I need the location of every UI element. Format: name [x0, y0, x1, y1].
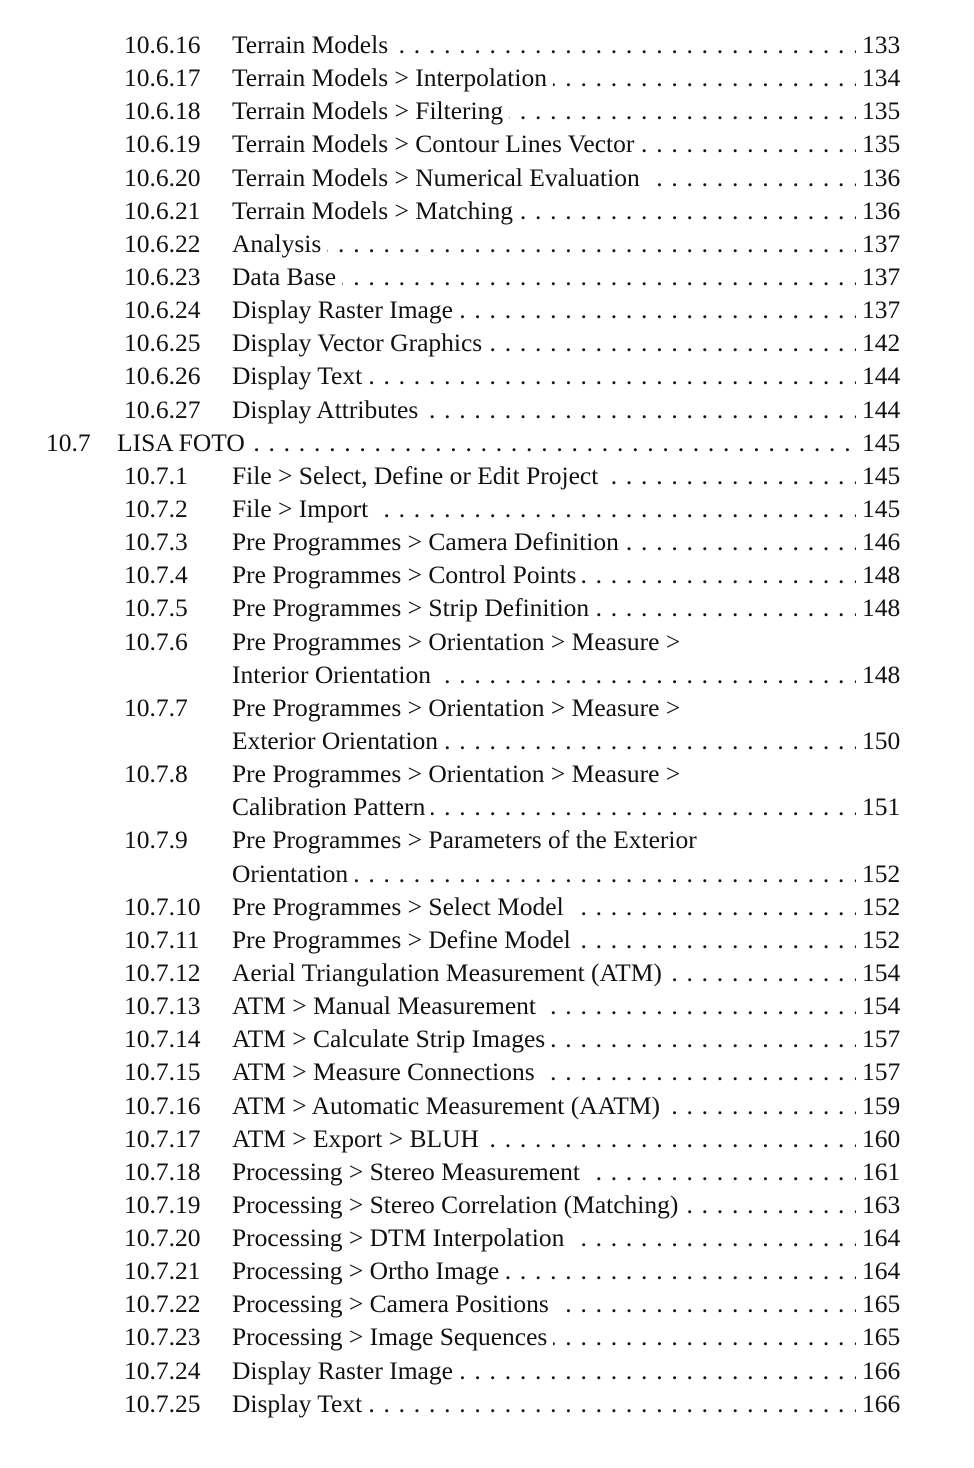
- toc-entry: [0, 823, 974, 889]
- toc-line: [0, 857, 974, 890]
- toc-line: [0, 823, 974, 856]
- toc-entry-page-number: 148: [862, 659, 901, 689]
- toc-entry-title-text: Processing > Stereo Correlation (Matching): [232, 1190, 684, 1219]
- toc-entry-title-text: Pre Programmes > Camera Definition: [232, 527, 625, 556]
- toc-entry: [0, 393, 974, 426]
- toc-entry-number: 10.7.15: [124, 1057, 201, 1087]
- toc-entry-title: [232, 923, 856, 956]
- toc-line: [0, 293, 974, 326]
- toc-entry-page-number: 164: [862, 1223, 901, 1253]
- toc-line: [0, 1055, 974, 1088]
- toc-entry-number: 10.7.13: [124, 991, 201, 1021]
- toc-line: [0, 1387, 974, 1420]
- toc-entry-page-number: 166: [862, 1388, 901, 1418]
- toc-line: [0, 94, 974, 127]
- toc-entry-page-number: 157: [862, 1057, 901, 1087]
- toc-entry-number: 10.7.23: [124, 1322, 201, 1352]
- toc-entry-title-text: LISA FOTO: [117, 428, 251, 457]
- toc-entry-number: 10.6.17: [124, 63, 201, 93]
- toc-entry: [0, 1254, 974, 1287]
- toc-entry: [0, 94, 974, 127]
- toc-line: [0, 1354, 974, 1387]
- toc-line: [0, 492, 974, 525]
- toc-entry-page-number: 150: [862, 725, 901, 755]
- toc-entry-number: 10.6.25: [124, 328, 201, 358]
- toc-entry-number: 10.7.10: [124, 891, 201, 921]
- toc-entry: [0, 260, 974, 293]
- toc-entry-page-number: 137: [862, 261, 901, 291]
- toc-entry-title-text: Pre Programmes > Define Model: [232, 925, 577, 954]
- toc-line: [0, 127, 974, 160]
- toc-entry-title: [232, 393, 856, 426]
- toc-entry-page-number: 151: [862, 792, 901, 822]
- toc-entry-title: [232, 1320, 856, 1353]
- toc-entry: [0, 227, 974, 260]
- toc-entry-number: 10.6.20: [124, 162, 201, 192]
- toc-entry-title-text: Terrain Models > Matching: [232, 196, 519, 225]
- toc-entry-title-text: Display Raster Image: [232, 1356, 459, 1385]
- toc-entry-title: [232, 28, 856, 61]
- toc-entry-page-number: 154: [862, 991, 901, 1021]
- toc-entry-page-number: 165: [862, 1322, 901, 1352]
- toc-entry-page-number: 148: [862, 560, 901, 590]
- toc-entry-number: 10.7.8: [124, 759, 188, 789]
- toc-entry: [0, 194, 974, 227]
- toc-entry: [0, 757, 974, 823]
- toc-entry-page-number: 145: [862, 493, 901, 523]
- toc-entry-title: [232, 194, 856, 227]
- toc-entry-title: [232, 1122, 856, 1155]
- toc-entry-title: [232, 1354, 856, 1387]
- toc-entry-title: [232, 127, 856, 160]
- toc-entry-page-number: 164: [862, 1256, 901, 1286]
- toc-line: [0, 1254, 974, 1287]
- toc-entry-title-text: Terrain Models > Numerical Evaluation: [232, 163, 646, 192]
- toc-entry: [0, 1155, 974, 1188]
- toc-entry-title-text: Pre Programmes > Strip Definition: [232, 593, 595, 622]
- toc-entry-title: [232, 326, 856, 359]
- toc-entry-title-text: Terrain Models > Interpolation: [232, 63, 553, 92]
- toc-entry-page-number: 152: [862, 891, 901, 921]
- toc-entry-number: 10.7.18: [124, 1156, 201, 1186]
- toc-line: [0, 28, 974, 61]
- toc-entry-page-number: 133: [862, 30, 901, 59]
- toc-entry-title: [232, 161, 856, 194]
- toc-entry-title-text: Display Attributes: [232, 395, 424, 424]
- toc-entry: [0, 1387, 974, 1420]
- toc-entry-page-number: 160: [862, 1123, 901, 1153]
- toc-entry-title: [232, 691, 856, 724]
- toc-entry-title-text: Processing > DTM Interpolation: [232, 1223, 570, 1252]
- toc-entry-number: 10.7.19: [124, 1189, 201, 1219]
- toc-entry-number: 10.7.12: [124, 957, 201, 987]
- toc-entry-page-number: 152: [862, 924, 901, 954]
- table-of-contents: [0, 28, 974, 1420]
- toc-entry-title-text: Pre Programmes > Orientation > Measure >: [232, 693, 686, 722]
- toc-entry: [0, 1221, 974, 1254]
- toc-entry-number: 10.6.18: [124, 96, 201, 126]
- toc-entry: [0, 525, 974, 558]
- toc-entry-title-text: Aerial Triangulation Measurement (ATM): [232, 958, 668, 987]
- toc-entry-title: [232, 857, 856, 890]
- toc-entry: [0, 1320, 974, 1353]
- toc-entry: [0, 426, 974, 459]
- toc-entry-title-text: Exterior Orientation: [232, 726, 444, 755]
- toc-entry-title-text: Interior Orientation: [232, 660, 437, 689]
- toc-line: [0, 260, 974, 293]
- toc-line: [0, 591, 974, 624]
- toc-entry-page-number: 135: [862, 96, 901, 126]
- toc-entry-page-number: 134: [862, 63, 901, 93]
- toc-line: [0, 757, 974, 790]
- toc-line: [0, 194, 974, 227]
- toc-entry-title-text: Pre Programmes > Parameters of the Exterior: [232, 825, 703, 854]
- toc-entry-title: [232, 61, 856, 94]
- toc-entry-title-text: ATM > Measure Connections: [232, 1057, 541, 1086]
- toc-entry-title: [232, 1055, 856, 1088]
- toc-entry-title-text: Display Raster Image: [232, 295, 459, 324]
- toc-entry-title-text: Pre Programmes > Orientation > Measure >: [232, 627, 686, 656]
- toc-line: [0, 1188, 974, 1221]
- toc-entry: [0, 625, 974, 691]
- toc-entry-number: 10.7.22: [124, 1289, 201, 1319]
- toc-line: [0, 724, 974, 757]
- toc-entry-page-number: 148: [862, 593, 901, 623]
- toc-entry-title: [232, 1155, 856, 1188]
- toc-entry-page-number: 137: [862, 228, 901, 258]
- toc-entry-title: [232, 1188, 856, 1221]
- toc-entry-title: [232, 525, 856, 558]
- toc-entry-title: [232, 558, 856, 591]
- toc-entry: [0, 691, 974, 757]
- toc-entry-title-text: Data Base: [232, 262, 342, 291]
- toc-entry-title: [232, 658, 856, 691]
- toc-entry-number: 10.7.20: [124, 1223, 201, 1253]
- toc-line: [0, 956, 974, 989]
- toc-entry-title-text: Terrain Models > Contour Lines Vector: [232, 129, 640, 158]
- toc-entry-number: 10.6.27: [124, 394, 201, 424]
- toc-line: [0, 658, 974, 691]
- toc-entry: [0, 161, 974, 194]
- toc-entry-number: 10.7.5: [124, 593, 188, 623]
- toc-entry-title: [232, 1287, 856, 1320]
- toc-entry-number: 10.7.2: [124, 493, 188, 523]
- toc-entry-page-number: 135: [862, 129, 901, 159]
- toc-entry-title: [232, 1254, 856, 1287]
- toc-entry: [0, 1022, 974, 1055]
- toc-entry-title: [232, 757, 856, 790]
- toc-entry-title: [232, 956, 856, 989]
- toc-line: [0, 1122, 974, 1155]
- toc-entry-title: [232, 625, 856, 658]
- toc-entry-number: 10.6.26: [124, 361, 201, 391]
- toc-entry-title-text: ATM > Calculate Strip Images: [232, 1024, 551, 1053]
- toc-entry-title: [232, 1387, 856, 1420]
- toc-entry-title: [232, 724, 856, 757]
- toc-entry: [0, 1089, 974, 1122]
- toc-entry-title: [232, 492, 856, 525]
- toc-entry-number: 10.7.21: [124, 1256, 201, 1286]
- toc-entry-number: 10.7.3: [124, 527, 188, 557]
- toc-entry-number: 10.7.24: [124, 1355, 201, 1385]
- toc-line: [0, 426, 974, 459]
- toc-entry: [0, 1354, 974, 1387]
- toc-entry-title: [232, 1089, 856, 1122]
- toc-entry-title: [232, 1022, 856, 1055]
- toc-entry-page-number: 146: [862, 527, 901, 557]
- toc-entry: [0, 293, 974, 326]
- toc-line: [0, 1089, 974, 1122]
- toc-entry-title-text: Orientation: [232, 859, 354, 888]
- toc-entry-number: 10.7.9: [124, 825, 188, 855]
- toc-entry: [0, 956, 974, 989]
- toc-entry-title-text: Display Text: [232, 1389, 368, 1418]
- toc-line: [0, 459, 974, 492]
- toc-entry-number: 10.6.21: [124, 195, 201, 225]
- toc-entry-page-number: 166: [862, 1355, 901, 1385]
- toc-entry-title: [232, 293, 856, 326]
- toc-entry-title: [232, 94, 856, 127]
- toc-entry: [0, 326, 974, 359]
- toc-entry-title-text: ATM > Automatic Measurement (AATM): [232, 1091, 666, 1120]
- toc-entry-title-text: ATM > Manual Measurement: [232, 991, 542, 1020]
- toc-entry: [0, 127, 974, 160]
- toc-entry-page-number: 144: [862, 394, 901, 424]
- toc-entry: [0, 28, 974, 61]
- toc-entry-title: [117, 426, 856, 459]
- toc-entry-title-text: Analysis: [232, 229, 327, 258]
- toc-entry-number: 10.6.23: [124, 261, 201, 291]
- toc-line: [0, 1022, 974, 1055]
- toc-entry-title: [232, 459, 856, 492]
- toc-entry: [0, 492, 974, 525]
- toc-line: [0, 326, 974, 359]
- toc-entry: [0, 359, 974, 392]
- toc-entry-number: 10.6.22: [124, 228, 201, 258]
- toc-entry-page-number: 144: [862, 361, 901, 391]
- toc-entry-number: 10.7.16: [124, 1090, 201, 1120]
- toc-entry: [0, 459, 974, 492]
- toc-entry-page-number: 163: [862, 1189, 901, 1219]
- toc-entry-title-text: Calibration Pattern: [232, 792, 431, 821]
- toc-line: [0, 525, 974, 558]
- toc-entry-number: 10.7.25: [124, 1388, 201, 1418]
- toc-entry-page-number: 152: [862, 858, 901, 888]
- toc-entry-page-number: 136: [862, 162, 901, 192]
- toc-entry-page-number: 159: [862, 1090, 901, 1120]
- toc-line: [0, 227, 974, 260]
- toc-entry-title-text: Terrain Models: [232, 30, 394, 59]
- toc-entry-number: 10.7.11: [124, 924, 200, 954]
- toc-entry-page-number: 154: [862, 957, 901, 987]
- toc-entry-title-text: Processing > Ortho Image: [232, 1256, 505, 1285]
- toc-entry-number: 10.6.16: [124, 30, 201, 59]
- toc-entry-number: 10.7.14: [124, 1024, 201, 1054]
- toc-line: [0, 625, 974, 658]
- toc-entry: [0, 591, 974, 624]
- toc-line: [0, 1287, 974, 1320]
- toc-line: [0, 1221, 974, 1254]
- toc-line: [0, 161, 974, 194]
- toc-line: [0, 989, 974, 1022]
- toc-line: [0, 691, 974, 724]
- toc-entry-title-text: Terrain Models > Filtering: [232, 96, 509, 125]
- toc-line: [0, 1320, 974, 1353]
- toc-entry-page-number: 161: [862, 1156, 901, 1186]
- toc-entry-title-text: Processing > Stereo Measurement: [232, 1157, 586, 1186]
- toc-entry-title-text: Display Text: [232, 361, 368, 390]
- toc-entry: [0, 61, 974, 94]
- toc-entry-page-number: 137: [862, 295, 901, 325]
- toc-entry: [0, 1287, 974, 1320]
- toc-line: [0, 558, 974, 591]
- toc-entry: [0, 989, 974, 1022]
- toc-entry-title: [232, 890, 856, 923]
- toc-line: [0, 1155, 974, 1188]
- toc-entry-page-number: 145: [862, 427, 901, 457]
- toc-entry-title: [232, 989, 856, 1022]
- toc-entry-title: [232, 591, 856, 624]
- toc-entry-title-text: Processing > Image Sequences: [232, 1322, 553, 1351]
- toc-line: [0, 393, 974, 426]
- toc-entry-title: [232, 1221, 856, 1254]
- toc-entry-title-text: File > Select, Define or Edit Project: [232, 461, 604, 490]
- toc-entry-title-text: Processing > Camera Positions: [232, 1289, 555, 1318]
- toc-entry-number: 10.7: [46, 427, 91, 457]
- toc-line: [0, 790, 974, 823]
- toc-entry-title: [232, 260, 856, 293]
- toc-entry-title: [232, 359, 856, 392]
- toc-entry-number: 10.7.17: [124, 1123, 201, 1153]
- toc-entry-number: 10.7.7: [124, 692, 188, 722]
- toc-entry-title-text: Pre Programmes > Orientation > Measure >: [232, 759, 686, 788]
- toc-entry-page-number: 142: [862, 328, 901, 358]
- toc-entry-title-text: File > Import: [232, 494, 374, 523]
- toc-line: [0, 890, 974, 923]
- toc-entry-number: 10.7.1: [124, 460, 188, 490]
- toc-line: [0, 923, 974, 956]
- toc-entry-page-number: 145: [862, 460, 901, 490]
- toc-entry: [0, 890, 974, 923]
- toc-entry-number: 10.7.4: [124, 560, 188, 590]
- toc-entry-title: [232, 790, 856, 823]
- toc-line: [0, 359, 974, 392]
- toc-line: [0, 61, 974, 94]
- toc-entry: [0, 1122, 974, 1155]
- toc-entry: [0, 558, 974, 591]
- toc-entry-page-number: 157: [862, 1024, 901, 1054]
- toc-entry-number: 10.6.19: [124, 129, 201, 159]
- toc-entry-title-text: ATM > Export > BLUH: [232, 1124, 485, 1153]
- toc-entry-number: 10.6.24: [124, 295, 201, 325]
- toc-entry-page-number: 136: [862, 195, 901, 225]
- toc-entry-number: 10.7.6: [124, 626, 188, 656]
- toc-entry-title: [232, 823, 856, 856]
- toc-entry: [0, 923, 974, 956]
- toc-entry: [0, 1188, 974, 1221]
- toc-entry-title: [232, 227, 856, 260]
- toc-entry: [0, 1055, 974, 1088]
- toc-entry-title-text: Display Vector Graphics: [232, 328, 488, 357]
- toc-entry-title-text: Pre Programmes > Control Points: [232, 560, 582, 589]
- toc-entry-title-text: Pre Programmes > Select Model: [232, 892, 570, 921]
- toc-entry-page-number: 165: [862, 1289, 901, 1319]
